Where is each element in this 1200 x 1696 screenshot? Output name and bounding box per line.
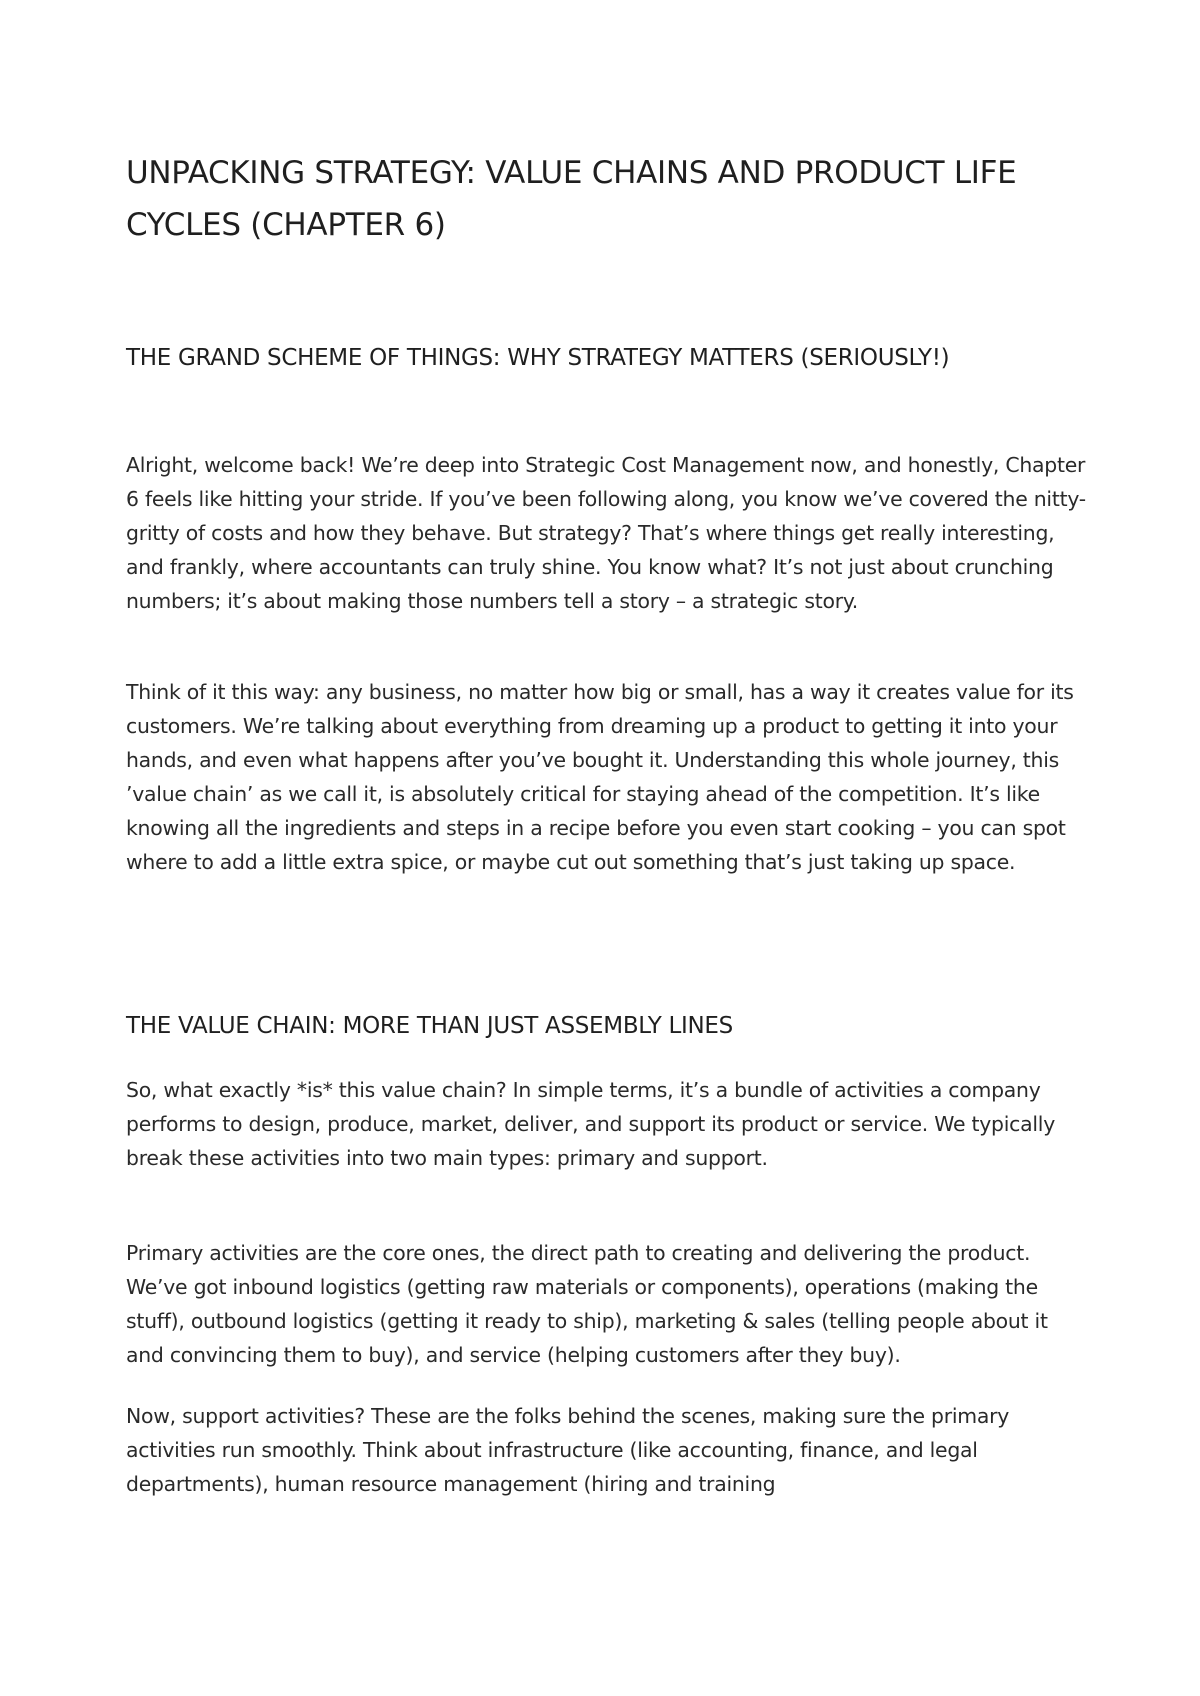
paragraph: Think of it this way: any business, no matter how big or small, has a way it creates value for its customers. We’re talking about everything from dreaming up a product to getting it into your hands, and even what happens after you’ve bought it. Understanding this whole journey, this ’value chain’ as we call it, is absolutely critical for staying ahead of the competition. It’s like knowing all the ingredients and steps in a recipe before you even start cooking – you can spot where to add a little extra spice, or maybe cut out something that’s just taking up space. [126,680,1074,874]
paragraph: Primary activities are the core ones, the direct path to creating and delivering the product. We’ve got inbound logistics (getting raw materials or components), operations (making the stuff), outbound logistics (getting it ready to ship), marketing & sales (telling people about it and convincing them to buy), and service (helping customers after they buy). [126,1241,1048,1367]
paragraph: Now, support activities? These are the folks behind the scenes, making sure the primary activities run smoothly. Think about infrastructure (like accounting, finance, and legal departments), human resource management (hiring and training [126,1404,1010,1496]
document-title: UNPACKING STRATEGY: VALUE CHAINS AND PRODUCT LIFE CYCLES (CHAPTER 6) [126,155,1017,243]
section-heading-strategy-matters: THE GRAND SCHEME OF THINGS: WHY STRATEGY MATTERS (SERIOUSLY!) [126,345,950,371]
paragraph: Alright, welcome back! We’re deep into Strategic Cost Management now, and honestly, Chapter 6 feels like hitting your stride. If you’ve been following along, you know we’ve covered the nitty-gritty of costs and how they behave. But strategy? That’s where things get really interesting, and frankly, where accountants can truly shine. You know what? It’s not just about crunching numbers; it’s about making those numbers tell a story – a strategic story. [126,453,1086,613]
paragraph: So, what exactly *is* this value chain? In simple terms, it’s a bundle of activities a company performs to design, produce, market, deliver, and support its product or service. We typically break these activities into two main types: primary and support. [126,1078,1056,1170]
section-heading-value-chain: THE VALUE CHAIN: MORE THAN JUST ASSEMBLY LINES [126,1013,733,1039]
